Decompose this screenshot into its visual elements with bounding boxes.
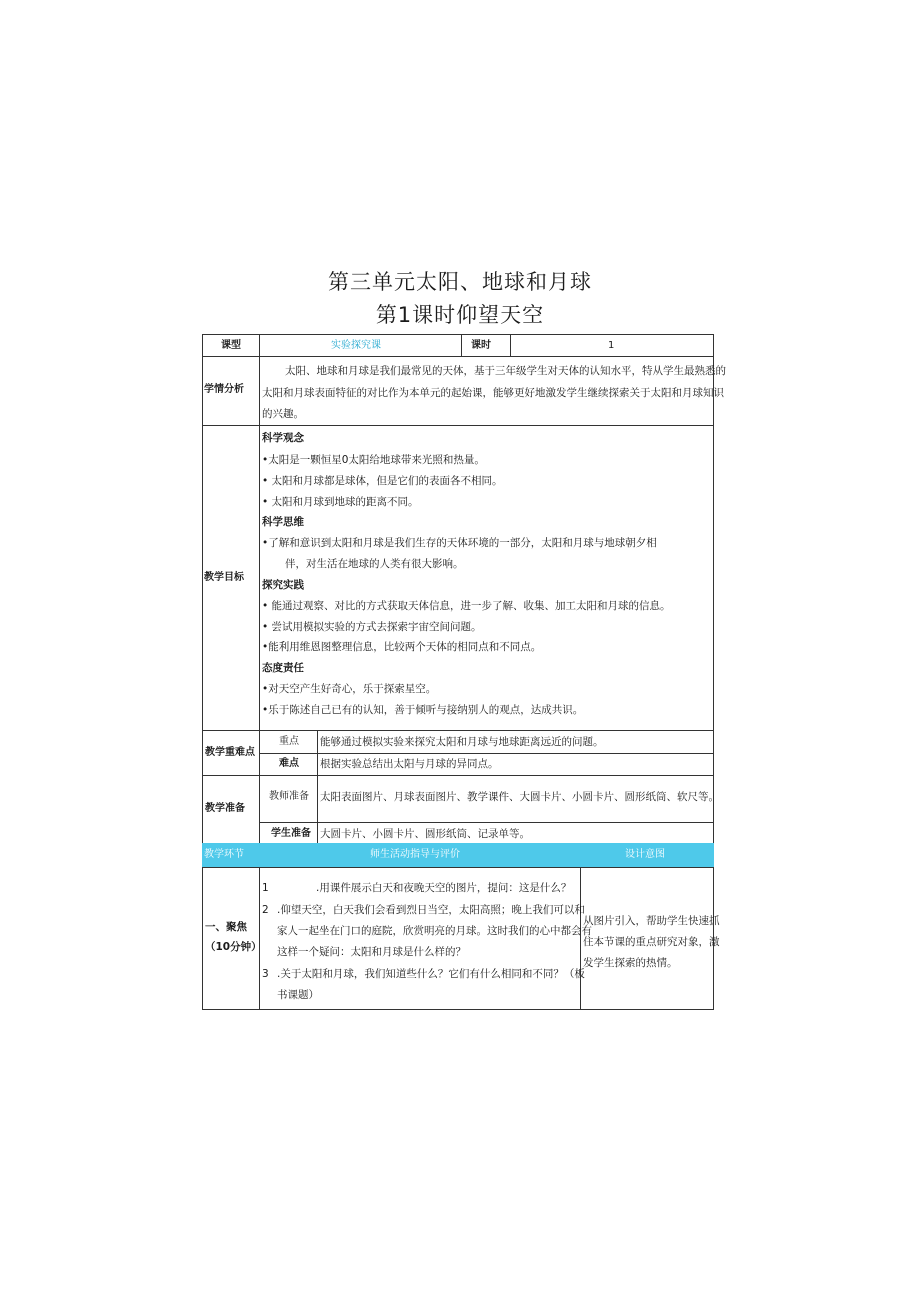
process-col-intent: 设计意图 bbox=[625, 849, 665, 860]
goal-item: •乐于陈述自己已有的认知，善于倾听与接纳别人的观点，达成共识。 bbox=[262, 704, 584, 716]
goals-label: 教学目标 bbox=[204, 572, 244, 583]
course-type-value: 实验探究课 bbox=[331, 340, 381, 351]
student-prep-text: 大圆卡片、小圆卡片、圆形纸筒、记录单等。 bbox=[320, 828, 530, 840]
difficulty-text: 根据实验总结出太阳与月球的异同点。 bbox=[320, 758, 499, 770]
difficulty-label: 难点 bbox=[279, 758, 299, 769]
teacher-prep-text: 太阳表面图片、月球表面图片、教学课件、大圆卡片、小圆卡片、圆形纸筒、软尺等。 bbox=[320, 791, 719, 803]
stage-label: 一、聚焦 bbox=[205, 921, 247, 933]
goal-item: • 太阳和月球到地球的距离不同。 bbox=[262, 496, 419, 508]
student-prep-label: 学生准备 bbox=[271, 828, 311, 839]
process-header-band bbox=[202, 843, 714, 867]
goal-heading-thinking: 科学思维 bbox=[262, 516, 304, 528]
process-col-activity: 师生活动指导与评价 bbox=[370, 849, 460, 860]
unit-title: 第三单元太阳、地球和月球 bbox=[328, 270, 592, 294]
key-point-text: 能够通过模拟实验来探究太阳和月球与地球距离远近的问题。 bbox=[320, 736, 604, 748]
teacher-prep-label: 教师准备 bbox=[269, 791, 309, 802]
key-point-label: 重点 bbox=[279, 736, 299, 747]
lesson-title: 第1课时仰望天空 bbox=[375, 303, 545, 327]
goal-heading-practice: 探究实践 bbox=[262, 579, 304, 591]
goal-heading-attitude: 态度责任 bbox=[262, 662, 304, 674]
class-hours-label: 课时 bbox=[471, 340, 491, 351]
goal-item: • 尝试用模拟实验的方式去探索宇宙空间问题。 bbox=[262, 621, 482, 633]
goal-item: • 太阳和月球都是球体，但是它们的表面各不相同。 bbox=[262, 475, 503, 487]
goal-item: 伴，对生活在地球的人类有很大影响。 bbox=[285, 558, 464, 570]
class-hours-value: 1 bbox=[608, 340, 615, 351]
analysis-label: 学情分析 bbox=[204, 384, 244, 395]
goal-item: •能利用维恩图整理信息，比较两个天体的相同点和不同点。 bbox=[262, 641, 542, 653]
keypoints-label: 教学重难点 bbox=[205, 747, 255, 758]
process-col-stage: 教学环节 bbox=[204, 849, 244, 860]
goal-heading-concept: 科学观念 bbox=[262, 432, 304, 444]
goal-item: •了解和意识到太阳和月球是我们生存的天体环境的一部分，太阳和月球与地球朝夕相 bbox=[262, 537, 657, 549]
goal-item: • 能通过观察、对比的方式获取天体信息，进一步了解、收集、加工太阳和月球的信息。 bbox=[262, 600, 671, 612]
goal-item: •对天空产生好奇心，乐于探索星空。 bbox=[262, 683, 437, 695]
course-type-label: 课型 bbox=[221, 340, 241, 351]
stage-time: （10分钟） bbox=[205, 941, 262, 953]
goal-item: •太阳是一颗恒星0太阳给地球带来光照和热量。 bbox=[262, 454, 485, 466]
prep-label: 教学准备 bbox=[205, 803, 245, 814]
